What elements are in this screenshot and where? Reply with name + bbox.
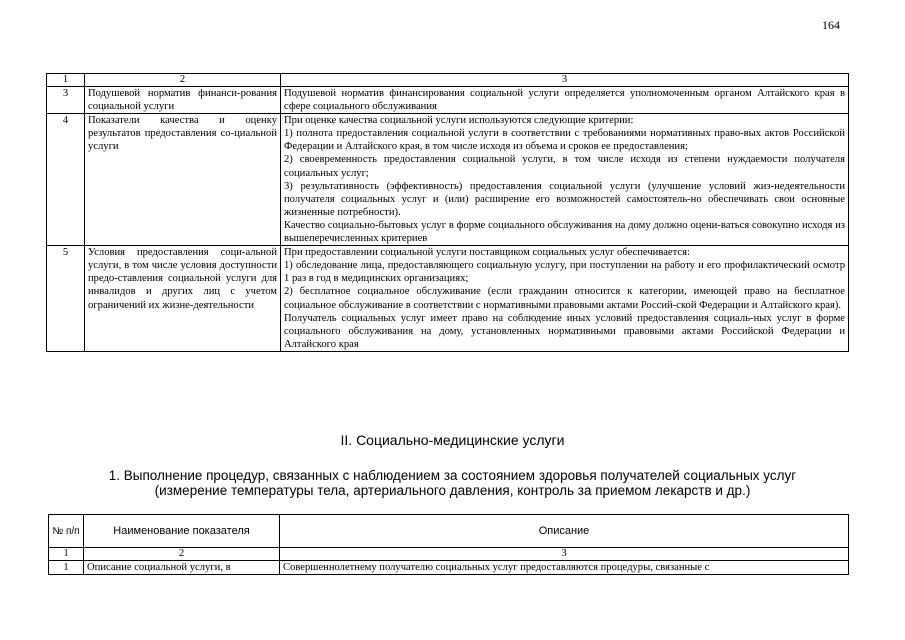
row-number: 3 xyxy=(47,87,85,114)
indicator-name: Показатели качества и оценку результатов предоставления со-циальной услуги xyxy=(85,114,281,246)
description-paragraph: 1) обследование лица, предоставляющего социальную услугу, при поступлении на работу и его профилактический осмотр 1 раз в год в медицинских организациях; xyxy=(284,260,845,285)
services-table-1 xyxy=(46,73,849,352)
indicator-name: Условия предоставления соци-альной услуги, в том числе условия доступности предо-ставления социальной услуги для инвалидов и других лиц с учетом ограничений их жизне-деятельности xyxy=(85,246,281,352)
description-paragraph: Получатель социальных услуг имеет право на соблюдение иных условий предоставления социаль-ных услуг в форме социального обслуживания на дому, установленных нормативными правовыми актами Российской Федерации и Алтайского края xyxy=(284,312,845,350)
description-column-header: Описание xyxy=(280,515,849,548)
indicator-description xyxy=(281,246,849,352)
description-paragraph: При оценке качества социальной услуги используются следующие критерии: xyxy=(284,115,634,127)
table2-col-number-3: 3 xyxy=(280,548,849,561)
indicator-description xyxy=(281,114,849,246)
indicator-name: Описание социальной услуги, в xyxy=(84,561,280,575)
indicator-description: Подушевой норматив финансирования социальной услуги определяется уполномоченным органом Алтайского края в сфере социального обслуживания xyxy=(281,87,849,114)
table2-col-number-1: 1 xyxy=(49,548,84,561)
table1-column-numbers xyxy=(47,74,849,87)
table-row xyxy=(47,114,849,246)
description-paragraph: 3) результативность (эффективность) предоставления социальной услуги (улучшение условий жиз-недеятельности получателя социальных услуг и (или) расширение его возможностей самостоятель-но обеспечивать свои основные жизненные потребности). xyxy=(284,180,845,218)
description-paragraph: 1) полнота предоставления социальной услуги в соответствии с требованиями нормативных право-вых актов Российской Федерации и Алтайского края, в том числе исходя из объема и сроков ее предоставления; xyxy=(284,128,845,153)
page-number: 164 xyxy=(822,18,840,32)
table1-col-number-2: 2 xyxy=(85,74,281,87)
number-column-header: № п/п xyxy=(49,515,84,548)
table2-column-numbers xyxy=(49,548,849,561)
row-number: 4 xyxy=(47,114,85,246)
table-row xyxy=(47,87,849,114)
description-paragraph: Качество социально-бытовых услуг в форме социального обслуживания на дому должно оцени-ваться совокупно исходя из вышеперечисленных критериев xyxy=(284,219,845,245)
subsection-title-line-1: 1. Выполнение процедур, связанных с наблюдением за состоянием здоровья получателей социальных услуг xyxy=(108,468,797,483)
table1-col-number-3: 3 xyxy=(281,74,849,87)
table-row xyxy=(47,246,849,352)
description-paragraph: 2) своевременность предоставления социальной услуги, в том числе исходя из степени нуждаемости получателя социальных услуг; xyxy=(284,154,845,179)
indicator-column-header: Наименование показателя xyxy=(84,515,280,548)
table-row xyxy=(49,561,849,575)
row-number: 5 xyxy=(47,246,85,352)
section-title: II. Социально-медицинские услуги xyxy=(340,432,565,448)
subsection-title-line-2: (измерение температуры тела, артериального давления, контроль за приемом лекарств и др.) xyxy=(154,483,751,498)
table2-col-number-2: 2 xyxy=(84,548,280,561)
subsection-title xyxy=(0,468,905,498)
services-table-2 xyxy=(48,514,849,575)
indicator-name: Подушевой норматив финанси-рования социальной услуги xyxy=(85,87,281,114)
table2-header-row xyxy=(49,515,849,548)
description-paragraph: 2) бесплатное социальное обслуживание (если гражданин относится к категории, имеющей право на бесплатное социальное обслуживание в соответствии с нормативными правовыми актами Россий-ской Федерации и Алтайского края). xyxy=(284,286,845,311)
indicator-description: Совершеннолетнему получателю социальных услуг предоставляются процедуры, связанные с xyxy=(280,561,849,575)
table1-col-number-1: 1 xyxy=(47,74,85,87)
description-paragraph: При предоставлении социальной услуги поставщиком социальных услуг обеспечивается: xyxy=(284,247,690,259)
row-number: 1 xyxy=(49,561,84,575)
